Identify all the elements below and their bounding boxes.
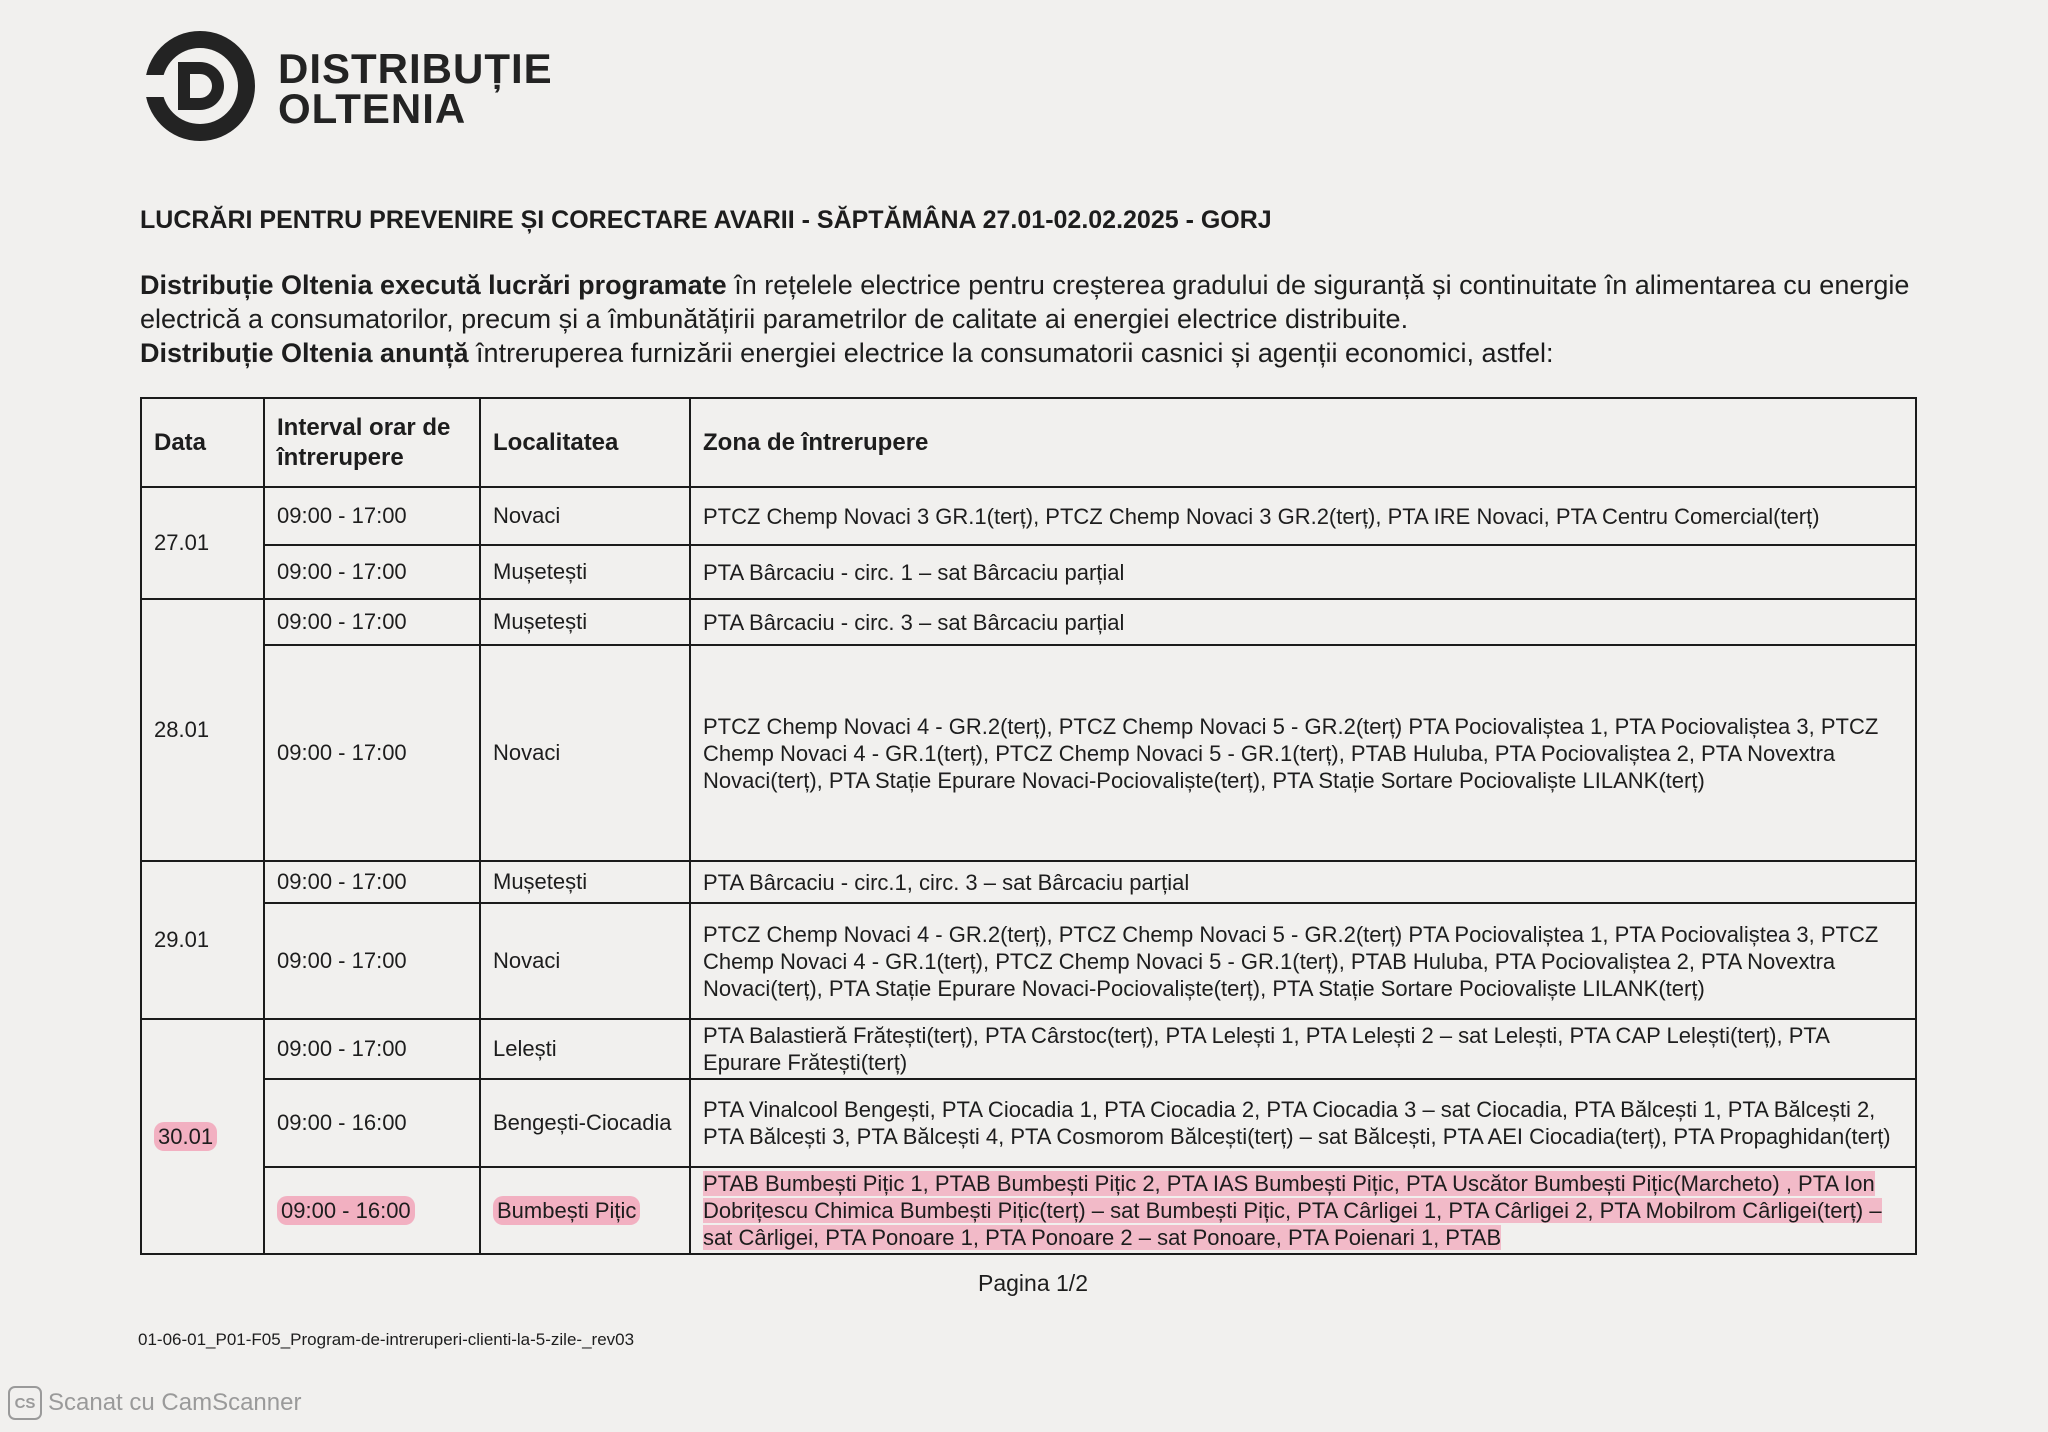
zone-cell: PTA Vinalcool Bengești, PTA Ciocadia 1, PTA Ciocadia 2, PTA Ciocadia 3 – sat Ciocadia, PTA Bălcești 1, PTA Bălcești 2, PTA Bălcești 3, PTA Bălcești 4, PTA Cosmorom Bălcești(terț) – sat Bălcești, PTA AEI Ciocadia(terț), PTA Propaghidan(terț)	[690, 1079, 1916, 1167]
intro-p1-bold: Distribuție Oltenia execută lucrări programate	[140, 270, 727, 300]
zone-cell: PTA Bârcaciu - circ. 3 – sat Bârcaciu parțial	[690, 599, 1916, 645]
table-header-row	[141, 398, 1916, 487]
table-row	[141, 487, 1916, 545]
scanner-text: Scanat cu CamScanner	[48, 1389, 302, 1416]
intro-p2-bold: Distribuție Oltenia anunță	[140, 338, 469, 368]
date-cell: 28.01	[141, 599, 264, 861]
table-row	[141, 1079, 1916, 1167]
header-date: Data	[141, 398, 264, 487]
outage-schedule-table	[140, 397, 1917, 1255]
logo-mark-icon	[138, 26, 262, 146]
locality-cell: Novaci	[480, 645, 690, 861]
table-row	[141, 545, 1916, 599]
intro-paragraph-1	[140, 268, 1940, 336]
locality-cell: Mușetești	[480, 599, 690, 645]
interval-cell: 09:00 - 16:00	[264, 1079, 480, 1167]
logo-text-line2: OLTENIA	[278, 85, 467, 132]
interval-cell	[264, 1167, 480, 1254]
zone-cell: PTA Balastieră Frătești(terț), PTA Cârstoc(terț), PTA Lelești 1, PTA Lelești 2 – sat Lelești, PTA CAP Lelești(terț), PTA Epurare Frătești(terț)	[690, 1019, 1916, 1079]
highlighted-date: 30.01	[154, 1122, 217, 1151]
header-interval: Interval orar de întrerupere	[264, 398, 480, 487]
table-row	[141, 903, 1916, 1019]
interval-cell: 09:00 - 17:00	[264, 861, 480, 903]
document-code: 01-06-01_P01-F05_Program-de-intreruperi-clienti-la-5-zile-_rev03	[138, 1330, 635, 1349]
date-cell: 27.01	[141, 487, 264, 599]
highlighted-locality: Bumbești Pițic	[493, 1196, 640, 1225]
zone-cell	[690, 1167, 1916, 1254]
interval-cell: 09:00 - 17:00	[264, 1019, 480, 1079]
table-row	[141, 645, 1916, 861]
interval-cell: 09:00 - 17:00	[264, 645, 480, 861]
zone-cell: PTA Bârcaciu - circ. 1 – sat Bârcaciu parțial	[690, 545, 1916, 599]
intro-paragraph-2	[140, 336, 1940, 370]
locality-cell	[480, 1167, 690, 1254]
zone-cell: PTA Bârcaciu - circ.1, circ. 3 – sat Bârcaciu parțial	[690, 861, 1916, 903]
date-cell: 29.01	[141, 861, 264, 1019]
header-locality: Localitatea	[480, 398, 690, 487]
locality-cell: Bengești-Ciocadia	[480, 1079, 690, 1167]
intro-text	[140, 268, 1940, 370]
table-row	[141, 1019, 1916, 1079]
interval-cell: 09:00 - 17:00	[264, 903, 480, 1019]
header-zone: Zona de întrerupere	[690, 398, 1916, 487]
locality-cell: Novaci	[480, 487, 690, 545]
intro-p1-rest: în rețelele electrice pentru creșterea gradului de siguranță și continuitate în alimentarea cu energie electrică a consumatorilor, precum și a îmbunătățirii parametrilor de calitate ai energiei electrice distribuite.	[140, 270, 1910, 334]
interval-cell: 09:00 - 17:00	[264, 599, 480, 645]
locality-cell: Mușetești	[480, 861, 690, 903]
intro-p2-rest: întreruperea furnizării energiei electrice la consumatorii casnici și agenții economici, astfel:	[468, 338, 1554, 368]
table-row	[141, 1167, 1916, 1254]
document-title: LUCRĂRI PENTRU PREVENIRE ȘI CORECTARE AVARII - SĂPTĂMÂNA 27.01-02.02.2025 - GORJ	[140, 206, 1272, 234]
locality-cell: Lelești	[480, 1019, 690, 1079]
camscanner-icon: CS	[8, 1386, 42, 1420]
locality-cell: Novaci	[480, 903, 690, 1019]
date-cell	[141, 1019, 264, 1254]
locality-cell: Mușetești	[480, 545, 690, 599]
interval-cell: 09:00 - 17:00	[264, 487, 480, 545]
zone-cell: PTCZ Chemp Novaci 4 - GR.2(terț), PTCZ Chemp Novaci 5 - GR.2(terț) PTA Pociovaliștea 1, PTA Pociovaliștea 3, PTCZ Chemp Novaci 4 - GR.1(terț), PTCZ Chemp Novaci 5 - GR.1(terț), PTAB Huluba, PTA Pociovaliștea 2, PTA Novextra Novaci(terț), PTA Stație Epurare Novaci-Pociovaliște(terț), PTA Stație Sortare Pociovaliște LILANK(terț)	[690, 903, 1916, 1019]
highlighted-zone: PTAB Bumbești Pițic 1, PTAB Bumbești Pițic 2, PTA IAS Bumbești Pițic, PTA Uscător Bumbești Pițic(Marcheto) , PTA Ion Dobrițescu Chimica Bumbești Pițic(terț) – sat Bumbești Pițic, PTA Cârligei 1, PTA Cârligei 2, PTA Mobilrom Cârligei(terț) – sat Cârligei, PTA Ponoare 1, PTA Ponoare 2 – sat Ponoare, PTA Poienari 1, PTAB	[703, 1171, 1882, 1250]
zone-cell: PTCZ Chemp Novaci 3 GR.1(terț), PTCZ Chemp Novaci 3 GR.2(terț), PTA IRE Novaci, PTA Centru Comercial(terț)	[690, 487, 1916, 545]
table-row	[141, 861, 1916, 903]
logo-text-line1: DISTRIBUȚIE	[278, 45, 553, 92]
scanner-watermark	[8, 1386, 301, 1420]
page-number: Pagina 1/2	[978, 1270, 1088, 1296]
table-row	[141, 599, 1916, 645]
company-logo	[138, 26, 578, 146]
interval-cell: 09:00 - 17:00	[264, 545, 480, 599]
zone-cell: PTCZ Chemp Novaci 4 - GR.2(terț), PTCZ Chemp Novaci 5 - GR.2(terț) PTA Pociovaliștea 1, PTA Pociovaliștea 3, PTCZ Chemp Novaci 4 - GR.1(terț), PTCZ Chemp Novaci 5 - GR.1(terț), PTAB Huluba, PTA Pociovaliștea 2, PTA Novextra Novaci(terț), PTA Stație Epurare Novaci-Pociovaliște(terț), PTA Stație Sortare Pociovaliște LILANK(terț)	[690, 645, 1916, 861]
highlighted-interval: 09:00 - 16:00	[277, 1196, 415, 1225]
